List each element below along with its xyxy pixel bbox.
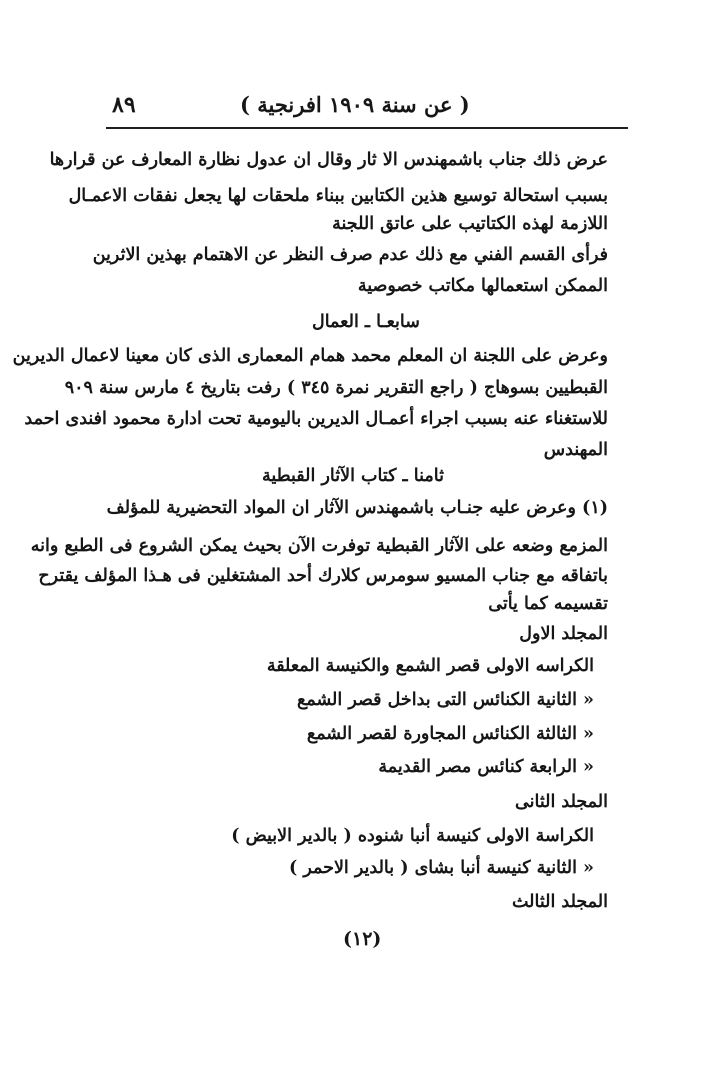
- body-line: فرأى القسم الفني مع ذلك عدم صرف النظر عن الاهتمام بهذين الاثرين: [92, 245, 608, 265]
- section-heading-seventh: سابعـا ـ العمال: [312, 312, 420, 332]
- body-line: المزمع وضعه على الآثار القبطية توفرت الآن بحيث يمكن الشروع فى الطبع وانه: [30, 536, 608, 556]
- body-line: الممكن استعمالها مكاتب خصوصية: [357, 276, 608, 296]
- volume-heading: المجلد الثانى: [515, 792, 608, 812]
- list-item: « الثانية كنيسة أنبا بشاى ( بالدير الاحمر ): [288, 858, 594, 878]
- body-line: (١) وعرض عليه جنـاب باشمهندس الآثار ان المواد التحضيرية للمؤلف: [106, 498, 608, 518]
- body-line: تقسيمه كما يأتى: [488, 594, 608, 614]
- body-line: باتفاقه مع جناب المسيو سومرس كلارك أحد المشتغلين فى هـذا المؤلف يقترح: [38, 566, 608, 586]
- list-item: « الثالثة الكنائس المجاورة لقصر الشمع: [306, 724, 594, 744]
- section-heading-eighth: ثامنا ـ كتاب الآثار القبطية: [262, 466, 444, 486]
- list-item: الكراسة الاولى كنيسة أنبا شنوده ( بالدير الابيض ): [231, 826, 594, 846]
- header-title: ( عن سنة ١٩٠٩ افرنجية ): [240, 92, 470, 117]
- page-number: ٨٩: [112, 92, 136, 118]
- list-item: « الثانية الكنائس التى بداخل قصر الشمع: [297, 690, 594, 710]
- list-item: الكراسه الاولى قصر الشمع والكنيسة المعلقة: [266, 656, 594, 676]
- body-line: بسبب استحالة توسيع هذين الكتابين ببناء ملحقات لها يجعل نفقات الاعمـال: [68, 186, 608, 206]
- page-signature: (١٢): [343, 928, 382, 950]
- volume-heading: المجلد الاول: [519, 624, 608, 644]
- volume-heading: المجلد الثالث: [511, 892, 608, 912]
- body-line: المهندس: [543, 440, 608, 460]
- body-line: وعرض على اللجنة ان المعلم محمد همام المعمارى الذى كان معينا لاعمال الديرين: [12, 346, 608, 366]
- header-rule: [106, 127, 628, 129]
- body-line: القبطيين بسوهاج ( راجع التقرير نمرة ٣٤٥ ) رفت بتاريخ ٤ مارس سنة ٩٠٩: [64, 378, 608, 398]
- body-line: للاستغناء عنه بسبب اجراء أعمـال الديرين باليومية تحت ادارة محمود افندى احمد: [24, 409, 608, 429]
- list-item: « الرابعة كنائس مصر القديمة: [378, 757, 594, 777]
- body-line: اللازمة لهذه الكتاتيب على عاتق اللجنة: [332, 214, 608, 234]
- body-line: عرض ذلك جناب باشمهندس الا ثار وقال ان عدول نظارة المعارف عن قرارها: [49, 150, 608, 170]
